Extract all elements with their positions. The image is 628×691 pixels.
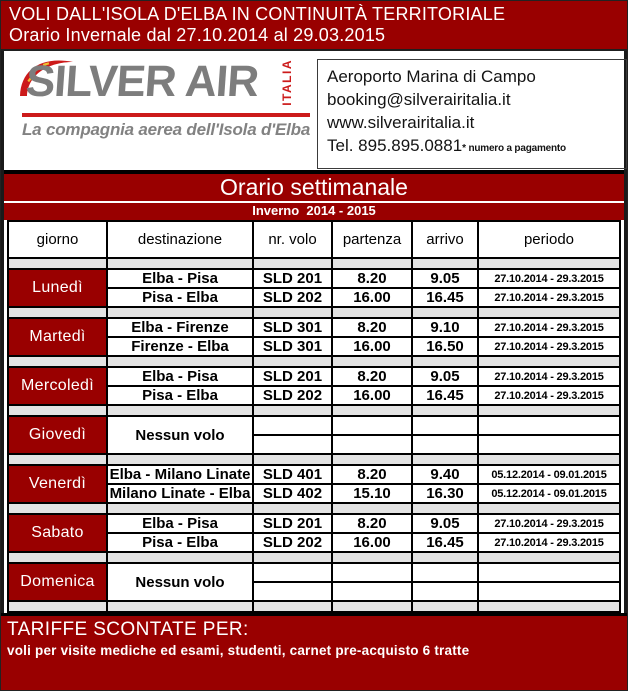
cell-periodo: 27.10.2014 - 29.3.2015: [478, 337, 620, 356]
cell-volo: SLD 402: [253, 484, 332, 503]
spacer-cell: [478, 258, 620, 269]
spacer-cell: [412, 454, 478, 465]
spacer-cell: [253, 356, 332, 367]
cell-volo: SLD 202: [253, 533, 332, 552]
col-header-partenza: partenza: [332, 221, 412, 258]
cell-destinazione: Pisa - Elba: [107, 288, 253, 307]
cell-destinazione: Elba - Pisa: [107, 514, 253, 533]
spacer-cell: [478, 405, 620, 416]
discount-footer: [1, 613, 627, 690]
day-cell: Lunedì: [8, 269, 107, 307]
col-header-periodo: periodo: [478, 221, 620, 258]
empty-cell: [478, 435, 620, 454]
day-cell: Martedì: [8, 318, 107, 356]
spacer-cell: [332, 258, 412, 269]
cell-destinazione: Pisa - Elba: [107, 533, 253, 552]
table-row: [8, 563, 620, 582]
cell-periodo: 27.10.2014 - 29.3.2015: [478, 318, 620, 337]
cell-destinazione: Elba - Pisa: [107, 367, 253, 386]
spacer-cell: [478, 552, 620, 563]
spacer-cell: [8, 258, 107, 269]
no-flight-cell: Nessun volo: [107, 416, 253, 454]
spacer-cell: [412, 405, 478, 416]
spacer-cell: [107, 307, 253, 318]
spacer-cell: [332, 503, 412, 514]
day-cell: Mercoledì: [8, 367, 107, 405]
empty-cell: [332, 563, 412, 582]
spacer-cell: [107, 503, 253, 514]
spacer-cell: [412, 503, 478, 514]
day-cell: Sabato: [8, 514, 107, 552]
footer-title: TARIFFE SCONTATE PER:: [7, 619, 249, 640]
logo-contact-section: [4, 51, 624, 170]
cell-partenza: 15.10: [332, 484, 412, 503]
logo-italia-label: ITALIA: [280, 59, 294, 106]
spacer-cell: [253, 552, 332, 563]
cell-partenza: 8.20: [332, 514, 412, 533]
cell-destinazione: Elba - Firenze: [107, 318, 253, 337]
empty-cell: [412, 582, 478, 601]
spacer-cell: [107, 601, 253, 612]
col-header-volo: nr. volo: [253, 221, 332, 258]
schedule-table-wrap: [4, 220, 624, 613]
empty-cell: [478, 582, 620, 601]
spacer-cell: [332, 552, 412, 563]
cell-arrivo: 16.50: [412, 337, 478, 356]
empty-cell: [332, 416, 412, 435]
cell-destinazione: Elba - Pisa: [107, 269, 253, 288]
schedule-season: Inverno 2014 - 2015: [4, 203, 624, 220]
empty-cell: [253, 563, 332, 582]
cell-arrivo: 9.40: [412, 465, 478, 484]
cell-volo: SLD 301: [253, 337, 332, 356]
cell-periodo: 05.12.2014 - 09.01.2015: [478, 484, 620, 503]
spacer-cell: [253, 307, 332, 318]
spacer-cell: [253, 601, 332, 612]
cell-partenza: 16.00: [332, 386, 412, 405]
spacer-cell: [478, 307, 620, 318]
empty-cell: [332, 435, 412, 454]
phone-number: Tel. 895.895.0881: [327, 136, 463, 155]
header-row: [8, 221, 620, 258]
spacer-cell: [107, 454, 253, 465]
table-row: [8, 318, 620, 337]
cell-periodo: 27.10.2014 - 29.3.2015: [478, 386, 620, 405]
cell-volo: SLD 201: [253, 514, 332, 533]
cell-volo: SLD 201: [253, 367, 332, 386]
banner-subtitle: Orario Invernale dal 27.10.2014 al 29.03.2015: [9, 25, 386, 45]
logo-tagline: La compagnia aerea dell'Isola d'Elba: [22, 120, 311, 139]
empty-cell: [253, 435, 332, 454]
spacer-row: [8, 552, 620, 563]
spacer-cell: [8, 454, 107, 465]
spacer-cell: [253, 454, 332, 465]
logo-divider: [22, 113, 310, 117]
empty-cell: [478, 416, 620, 435]
cell-periodo: 27.10.2014 - 29.3.2015: [478, 288, 620, 307]
logo-wordmark: SILVER AIR: [24, 57, 260, 106]
cell-arrivo: 16.45: [412, 386, 478, 405]
airport-name: Aeroporto Marina di Campo: [327, 67, 536, 86]
cell-volo: SLD 201: [253, 269, 332, 288]
spacer-row: [8, 503, 620, 514]
schedule-title: Orario settimanale: [4, 174, 624, 203]
empty-cell: [412, 435, 478, 454]
spacer-cell: [107, 552, 253, 563]
day-cell: Domenica: [8, 563, 107, 601]
table-row: [8, 465, 620, 484]
spacer-cell: [478, 454, 620, 465]
col-header-giorno: giorno: [8, 221, 107, 258]
cell-arrivo: 9.05: [412, 269, 478, 288]
cell-arrivo: 9.10: [412, 318, 478, 337]
empty-cell: [332, 582, 412, 601]
top-banner: [1, 1, 627, 51]
spacer-cell: [253, 405, 332, 416]
day-cell: Giovedì: [8, 416, 107, 454]
spacer-cell: [332, 307, 412, 318]
spacer-cell: [8, 503, 107, 514]
spacer-cell: [8, 405, 107, 416]
spacer-cell: [332, 356, 412, 367]
cell-volo: SLD 202: [253, 386, 332, 405]
cell-periodo: 05.12.2014 - 09.01.2015: [478, 465, 620, 484]
table-row: [8, 367, 620, 386]
content-frame: [1, 51, 627, 613]
spacer-cell: [332, 454, 412, 465]
spacer-row: [8, 258, 620, 269]
spacer-row: [8, 454, 620, 465]
cell-destinazione: Pisa - Elba: [107, 386, 253, 405]
spacer-cell: [478, 503, 620, 514]
spacer-cell: [107, 405, 253, 416]
spacer-cell: [253, 258, 332, 269]
cell-periodo: 27.10.2014 - 29.3.2015: [478, 514, 620, 533]
spacer-cell: [8, 552, 107, 563]
banner-title: VOLI DALL'ISOLA D'ELBA IN CONTINUITÀ TERRITORIALE: [9, 4, 506, 24]
table-row: [8, 416, 620, 435]
empty-cell: [253, 582, 332, 601]
empty-cell: [412, 563, 478, 582]
cell-partenza: 8.20: [332, 367, 412, 386]
cell-periodo: 27.10.2014 - 29.3.2015: [478, 269, 620, 288]
spacer-cell: [107, 258, 253, 269]
spacer-row: [8, 601, 620, 612]
booking-email-link[interactable]: booking@silverairitalia.it: [327, 90, 511, 109]
cell-destinazione: Milano Linate - Elba: [107, 484, 253, 503]
spacer-cell: [412, 356, 478, 367]
spacer-cell: [332, 405, 412, 416]
spacer-cell: [107, 356, 253, 367]
empty-cell: [253, 416, 332, 435]
website-link[interactable]: www.silverairitalia.it: [327, 113, 475, 132]
phone-note: * numero a pagamento: [462, 143, 566, 154]
cell-arrivo: 16.45: [412, 288, 478, 307]
cell-partenza: 16.00: [332, 533, 412, 552]
silver-air-logo: [14, 53, 316, 140]
phone-line: [327, 134, 620, 160]
cell-partenza: 16.00: [332, 337, 412, 356]
cell-partenza: 8.20: [332, 465, 412, 484]
cell-arrivo: 16.30: [412, 484, 478, 503]
cell-destinazione: Firenze - Elba: [107, 337, 253, 356]
col-header-arrivo: arrivo: [412, 221, 478, 258]
day-cell: Venerdì: [8, 465, 107, 503]
footer-text: voli per visite mediche ed esami, studenti, carnet pre-acquisto 6 tratte: [7, 643, 470, 658]
spacer-cell: [253, 503, 332, 514]
cell-destinazione: Elba - Milano Linate: [107, 465, 253, 484]
cell-volo: SLD 301: [253, 318, 332, 337]
col-header-destinazione: destinazione: [107, 221, 253, 258]
spacer-cell: [412, 552, 478, 563]
contact-box: [317, 59, 627, 169]
cell-volo: SLD 401: [253, 465, 332, 484]
table-row: [8, 514, 620, 533]
spacer-cell: [412, 601, 478, 612]
spacer-cell: [8, 356, 107, 367]
empty-cell: [412, 416, 478, 435]
spacer-row: [8, 307, 620, 318]
schedule-table: [7, 220, 621, 613]
cell-arrivo: 16.45: [412, 533, 478, 552]
spacer-cell: [332, 601, 412, 612]
cell-periodo: 27.10.2014 - 29.3.2015: [478, 367, 620, 386]
cell-volo: SLD 202: [253, 288, 332, 307]
spacer-row: [8, 356, 620, 367]
cell-partenza: 8.20: [332, 269, 412, 288]
cell-periodo: 27.10.2014 - 29.3.2015: [478, 533, 620, 552]
empty-cell: [478, 563, 620, 582]
cell-arrivo: 9.05: [412, 367, 478, 386]
spacer-row: [8, 405, 620, 416]
spacer-cell: [412, 307, 478, 318]
cell-arrivo: 9.05: [412, 514, 478, 533]
cell-partenza: 8.20: [332, 318, 412, 337]
spacer-cell: [478, 356, 620, 367]
spacer-cell: [412, 258, 478, 269]
cell-partenza: 16.00: [332, 288, 412, 307]
spacer-cell: [8, 307, 107, 318]
no-flight-cell: Nessun volo: [107, 563, 253, 601]
spacer-cell: [8, 601, 107, 612]
spacer-cell: [478, 601, 620, 612]
table-row: [8, 269, 620, 288]
